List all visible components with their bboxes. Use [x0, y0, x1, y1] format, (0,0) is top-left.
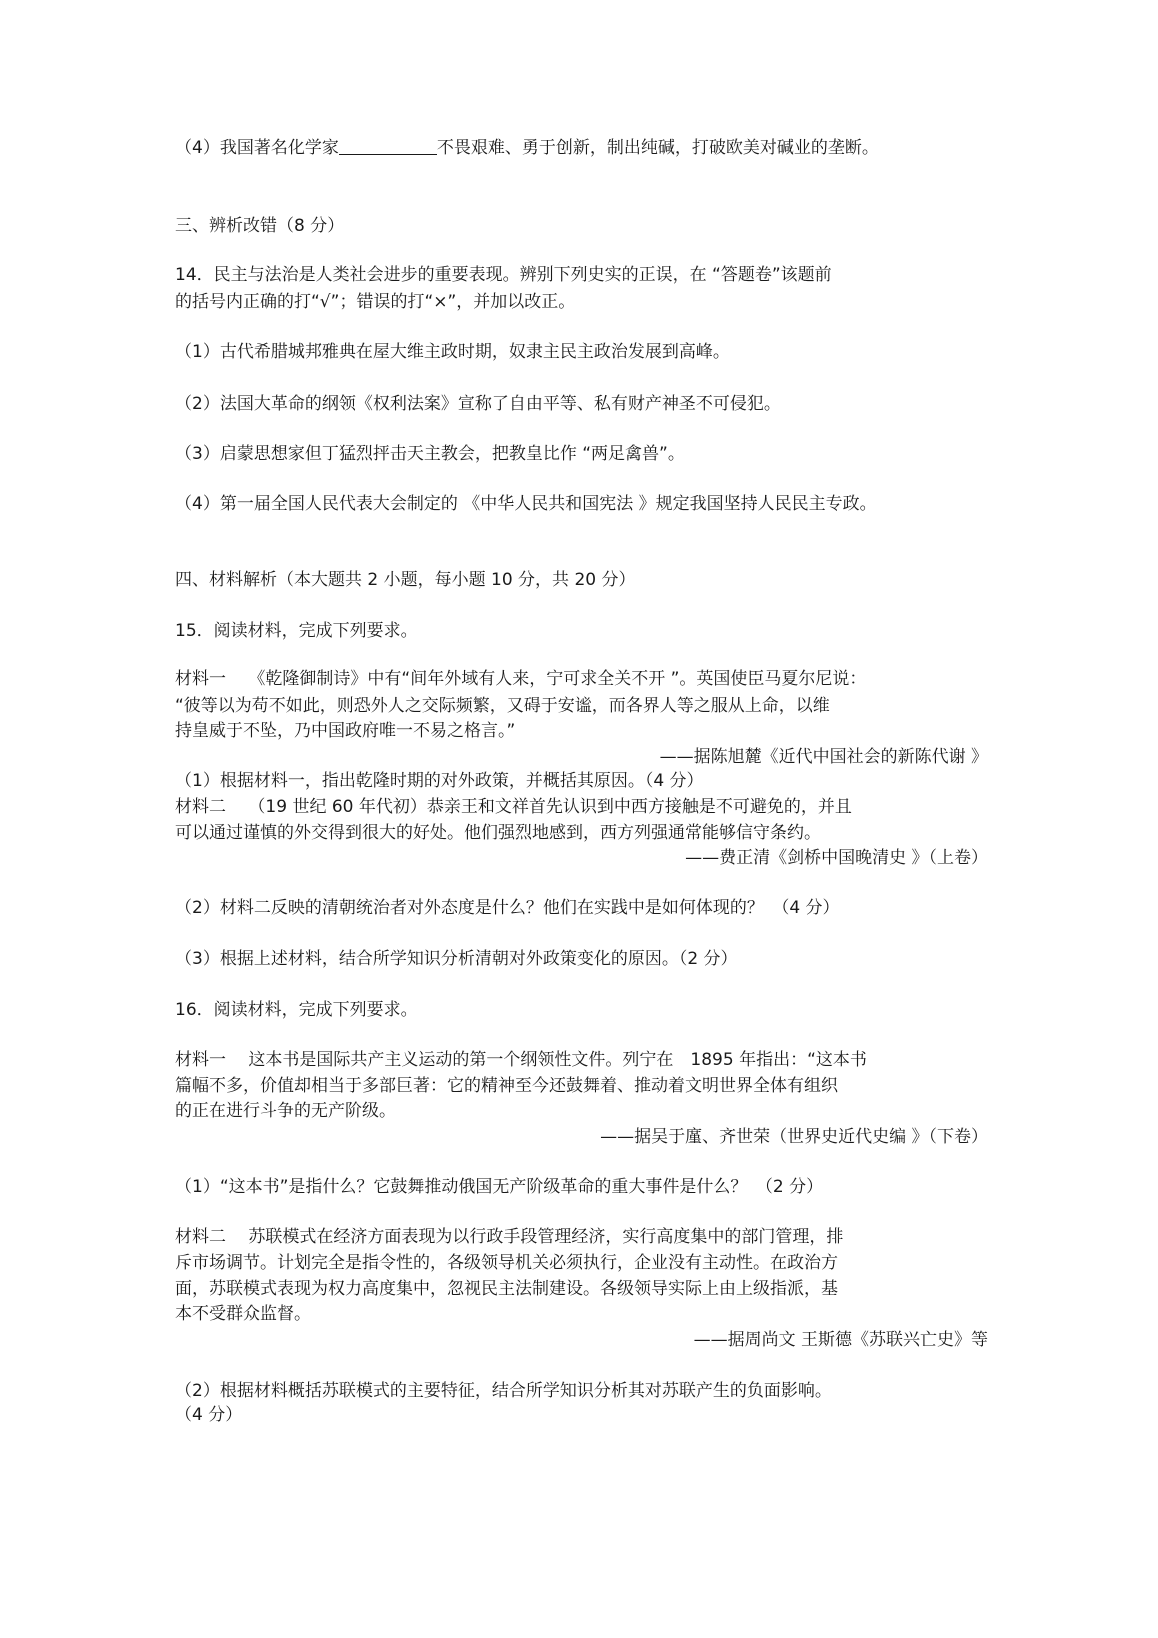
answer-blank: [339, 138, 437, 155]
q15-material2-line1: 材料二 （19 世纪 60 年代初）恭亲王和文祥首先认识到中西方接触是不可避免的，并且: [175, 797, 852, 817]
q16-material2-line4: 本不受群众监督。: [175, 1304, 311, 1324]
q14-item-3: （3）启蒙思想家但丁猛烈抨击天主教会，把教皇比作 “两足禽兽”。: [175, 444, 685, 464]
q16-question2-line2: （4 分）: [175, 1405, 243, 1425]
q13-item-4: [175, 137, 879, 159]
q16-material2-source: ——据周尚文 王斯德《苏联兴亡史》等: [693, 1330, 988, 1350]
section3-heading: 三、辨析改错（8 分）: [175, 216, 345, 236]
section4-heading: 四、材料解析（本大题共 2 小题，每小题 10 分，共 20 分）: [175, 570, 636, 590]
q14-stem-line2: 的括号内正确的打“√”；错误的打“×”，并加以改正。: [175, 292, 576, 312]
q15-question1: （1）根据材料一，指出乾隆时期的对外政策，并概括其原因。（4 分）: [175, 771, 704, 791]
q14-item-2: （2）法国大革命的纲领《权利法案》宣称了自由平等、私有财产神圣不可侵犯。: [175, 394, 781, 414]
q16-material2-line2: 斥市场调节。计划完全是指令性的，各级领导机关必须执行，企业没有主动性。在政治方: [175, 1253, 838, 1273]
q15-material1-line2: “彼等以为苟不如此，则恐外人之交际频繁，又碍于安谧，而各界人等之服从上命，以维: [175, 696, 830, 716]
q15-intro: 15．阅读材料，完成下列要求。: [175, 621, 418, 641]
q16-material1-line3: 的正在进行斗争的无产阶级。: [175, 1101, 396, 1121]
q16-material1-line1: 材料一 这本书是国际共产主义运动的第一个纲领性文件。列宁在 1895 年指出：“这本书: [175, 1050, 867, 1070]
q13-4-prefix: （4）我国著名化学家: [175, 138, 339, 158]
q15-material2-source: ——费正清《剑桥中国晚清史 》（上卷）: [685, 848, 988, 868]
q15-material2-line2: 可以通过谨慎的外交得到很大的好处。他们强烈地感到，西方列强通常能够信守条约。: [175, 823, 821, 843]
q14-item-1: （1）古代希腊城邦雅典在屋大维主政时期，奴隶主民主政治发展到高峰。: [175, 342, 730, 362]
q14-item-4: （4）第一届全国人民代表大会制定的 《中华人民共和国宪法 》规定我国坚持人民民主专政。: [175, 494, 877, 514]
q16-material2-line1: 材料二 苏联模式在经济方面表现为以行政手段管理经济，实行高度集中的部门管理，排: [175, 1227, 844, 1247]
q15-question2: （2）材料二反映的清朝统治者对外态度是什么？他们在实践中是如何体现的？ （4 分）: [175, 898, 840, 918]
q15-question3: （3）根据上述材料，结合所学知识分析清朝对外政策变化的原因。（2 分）: [175, 949, 738, 969]
q15-material1-line3: 持皇威于不坠，乃中国政府唯一不易之格言。”: [175, 721, 516, 741]
q16-question2-line1: （2）根据材料概括苏联模式的主要特征，结合所学知识分析其对苏联产生的负面影响。: [175, 1381, 832, 1401]
q16-material2-line3: 面，苏联模式表现为权力高度集中，忽视民主法制建设。各级领导实际上由上级指派，基: [175, 1279, 838, 1299]
q15-material1-source: ——据陈旭麓《近代中国社会的新陈代谢 》: [659, 747, 988, 767]
q16-question1: （1）“这本书”是指什么？它鼓舞推动俄国无产阶级革命的重大事件是什么？ （2 分）: [175, 1177, 824, 1197]
q14-stem-line1: 14．民主与法治是人类社会进步的重要表现。辨别下列史实的正误，在 “答题卷”该题前: [175, 265, 832, 285]
q15-material1-line1: 材料一 《乾隆御制诗》中有“间年外域有人来，宁可求全关不开 ”。英国使臣马夏尔尼说：: [175, 669, 867, 689]
q16-intro: 16．阅读材料，完成下列要求。: [175, 1000, 418, 1020]
q16-material1-source: ——据吴于廑、齐世荣（世界史近代史编 》（下卷）: [600, 1127, 988, 1147]
q16-material1-line2: 篇幅不多，价值却相当于多部巨著：它的精神至今还鼓舞着、推动着文明世界全体有组织: [175, 1076, 838, 1096]
q13-4-suffix: 不畏艰难、勇于创新，制出纯碱，打破欧美对碱业的垄断。: [436, 138, 879, 158]
